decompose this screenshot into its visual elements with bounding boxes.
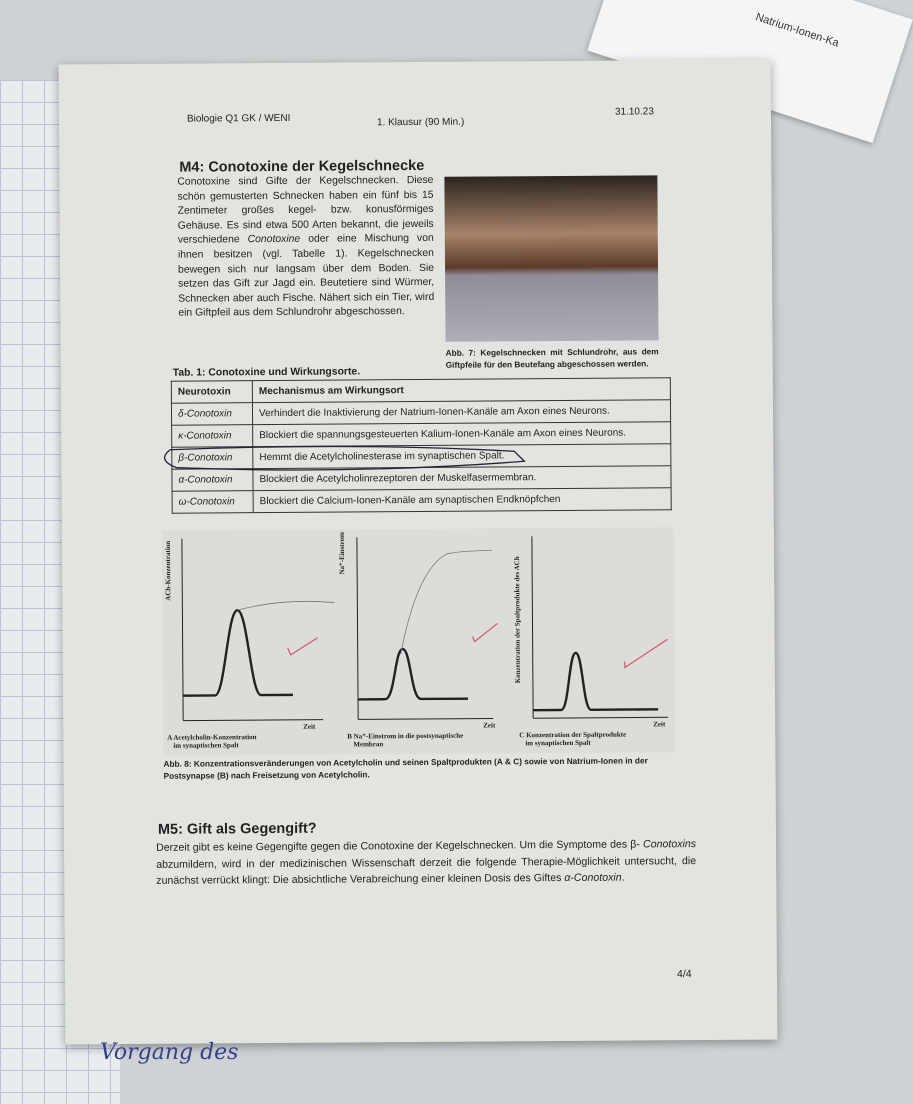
table-header-row: Neurotoxin Mechanismus am Wirkungsort	[171, 378, 670, 403]
m5-title: M5: Gift als Gegengift?	[157, 820, 317, 838]
table-row: ω-Conotoxin Blockiert die Calcium-Ionen-Kanäle am synaptischen Endknöpfchen	[172, 488, 671, 513]
cone-snail-photo	[444, 175, 658, 341]
graph-c-ylabel: Konzentration der Spaltprodukte des ACh	[513, 556, 522, 684]
handwritten-circle-mark	[156, 439, 536, 476]
figure-8-graphs	[162, 527, 676, 756]
table-row: β-Conotoxin Hemmt die Acetylcholinesterase im synaptischen Spalt.	[172, 444, 671, 469]
page-number: 4/4	[676, 968, 692, 981]
figure-8-caption: Abb. 8: Konzentrationsveränderungen von Acetylcholin und seinen Spaltprodukten (A & C) sowie von Natrium-Ionen in der Postsynapse (B) nach Freisetzung von Acetylcholin.	[163, 755, 648, 781]
exam-page	[59, 60, 778, 1045]
graph-a-ylabel: ACh-Konzentration	[163, 540, 173, 601]
table-caption: Tab. 1: Conotoxine und Wirkungsorte.	[172, 366, 361, 379]
figure-7-caption: Abb. 7: Kegelschnecken mit Schlundrohr, aus dem Giftpfeile für den Beutefang abgeschossen werden.	[445, 346, 659, 370]
table-row: α-Conotoxin Blockiert die Acetylcholinrezeptoren der Muskelfasermembran.	[172, 466, 671, 491]
graph-c-xlabel: Zeit	[653, 720, 666, 729]
m4-title: M4: Conotoxine der Kegelschnecke	[179, 157, 425, 176]
graph-a-xlabel: Zeit	[303, 722, 316, 731]
table-row: κ-Conotoxin Blockiert die spannungsgesteuerten Kalium-Ionen-Kanäle am Axon eines Neurons.	[172, 422, 671, 447]
header-exam: 1. Klausur (90 Min.)	[376, 116, 465, 129]
graph-c-caption: C Konzentration der Spaltprodukte im synaptischen Spalt	[519, 730, 627, 748]
background-paper-text: Natrium-Ionen-Ka	[754, 11, 841, 50]
graph-b-caption: B Na⁺-Einstrom in die postsynaptische Membran	[347, 731, 464, 749]
graph-b-ylabel: Na⁺-Einstrom	[337, 532, 347, 575]
graph-b-xlabel: Zeit	[483, 721, 496, 730]
graph-curves	[162, 527, 675, 731]
m5-text: Derzeit gibt es keine Gegengifte gegen die Conotoxine der Kegelschnecken. Um die Symptome des β- Conotoxins abzumildern, wird in der medizinischen Wissenschaft derzeit die folgende Therapie-Möglichkeit untersucht, die zunächst verrückt klingt: Die absichtliche Verabreichung einer kleinen Dosis des Giftes α-Conotoxin.	[156, 838, 697, 887]
header-date: 31.10.23	[614, 106, 654, 118]
m4-text: Conotoxine sind Gifte der Kegelschnecken. Diese schön gemusterten Schnecken haben ein fünf bis 15 Zentimeter großes kegel- bzw. konusförmiges Gehäuse. Es sind etwa 500 Arten bekannt, die jeweils verschiedene Conotoxine oder eine Mischung von ihnen besitzen (vgl. Tabelle 1). Kegelschnecken bewegen sich nur langsam über dem Boden. Sie setzen das Gift zur Jagd ein. Beutetiere sind Würmer, Schnecken aber auch Fische. Nähert sich ein Tier, wird ein Giftpfeil aus dem Schlundrohr abgeschossen.	[177, 174, 435, 320]
header-subject: Biologie Q1 GK / WENI	[186, 112, 291, 125]
table-row: δ-Conotoxin Verhindert die Inaktivierung der Natrium-Ionen-Kanäle am Axon eines Neurons.	[171, 400, 670, 425]
graph-a-caption: A Acetylcholin-Konzentration im synaptischen Spalt	[167, 733, 257, 750]
handwritten-text: Vorgang des	[100, 1040, 239, 1065]
